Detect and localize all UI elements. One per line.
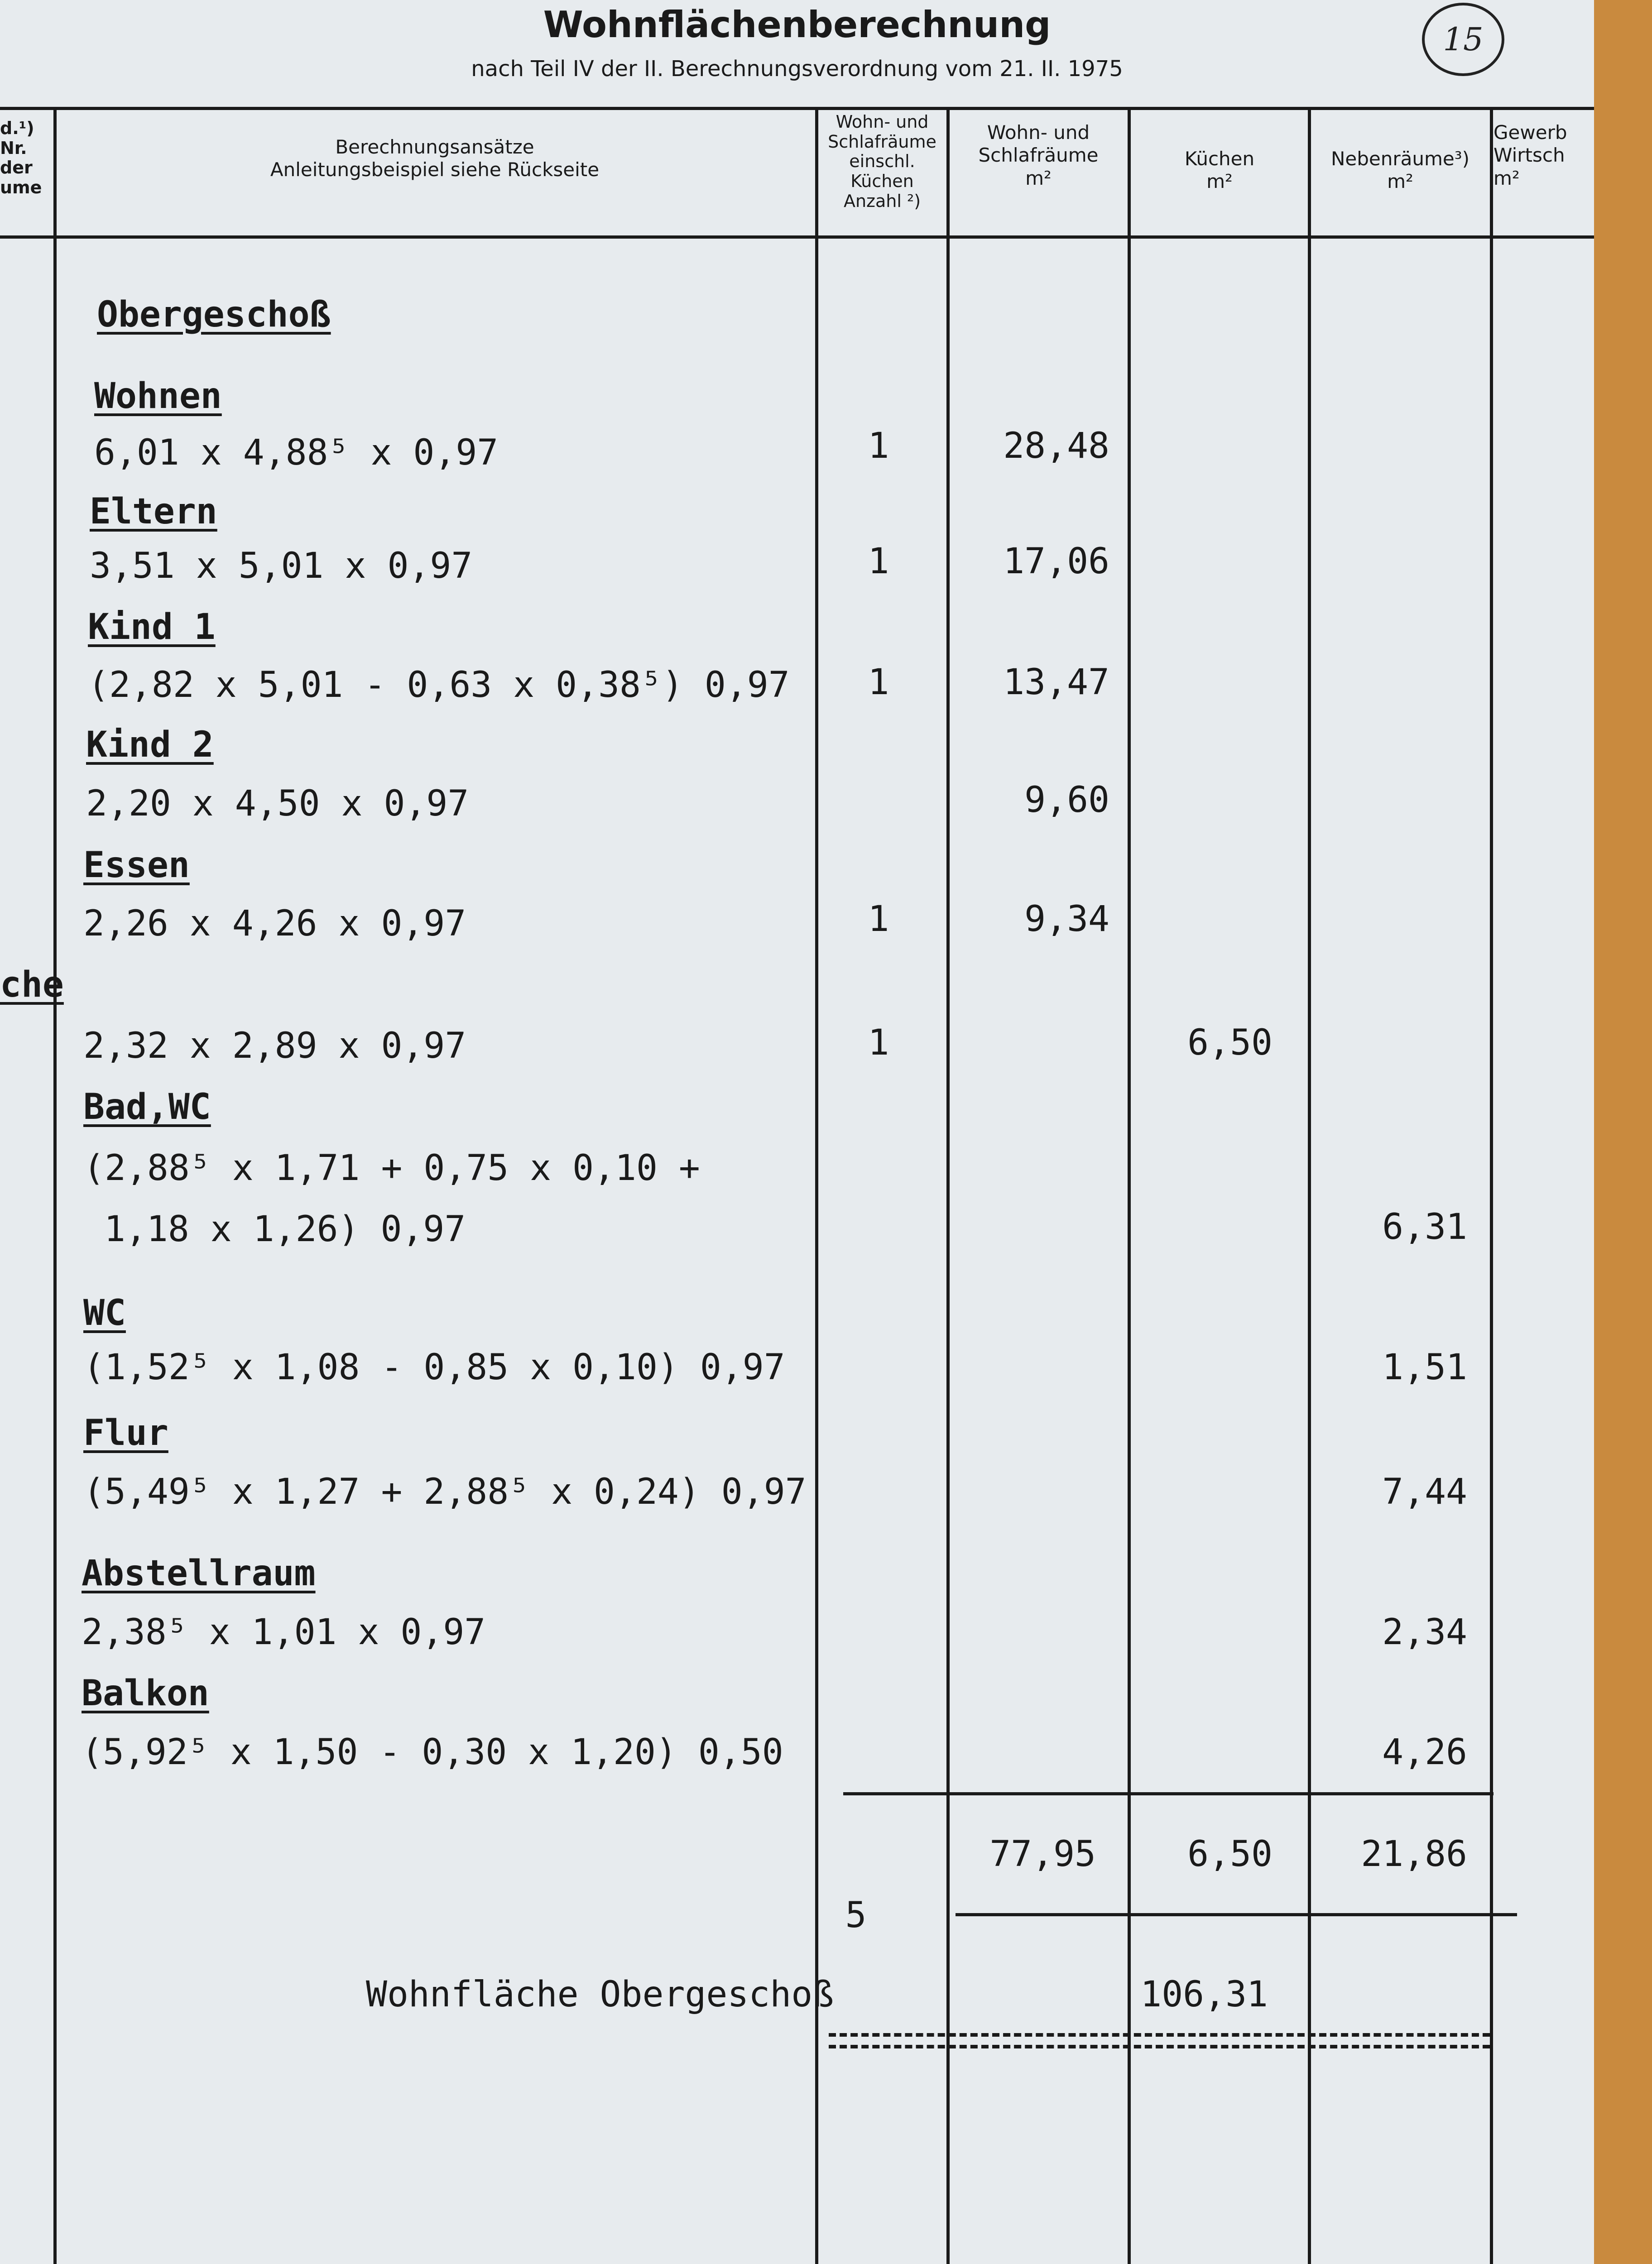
room-label-essen: Essen bbox=[83, 845, 190, 886]
total-side-rooms-area: 21,86 bbox=[1361, 1834, 1467, 1875]
room-area-kind-1: 13,47 bbox=[1003, 662, 1109, 703]
room-count-kueche: 1 bbox=[868, 1022, 889, 1063]
column-divider-0 bbox=[53, 107, 57, 2264]
room-label-eltern: Eltern bbox=[90, 491, 217, 532]
room-area-flur: 7,44 bbox=[1382, 1472, 1467, 1512]
room-formula-flur: (5,49⁵ x 1,27 + 2,88⁵ x 0,24) 0,97 bbox=[83, 1472, 807, 1512]
header-col-living-area: Wohn- und Schlafräume m² bbox=[978, 121, 1099, 189]
summary-label: Wohnfläche Obergeschoß bbox=[366, 1974, 834, 2015]
column-divider-4 bbox=[1308, 107, 1311, 2264]
room-area-abstellraum: 2,34 bbox=[1382, 1612, 1467, 1653]
room-label-bad-wc: Bad,WC bbox=[83, 1087, 211, 1127]
total-living-area: 77,95 bbox=[989, 1834, 1096, 1875]
room-formula-abstellraum: 2,38⁵ x 1,01 x 0,97 bbox=[82, 1612, 486, 1653]
totals-top-line bbox=[843, 1792, 1494, 1795]
room-area-kueche: 6,50 bbox=[1187, 1022, 1273, 1063]
room-label-kind-1: Kind 1 bbox=[88, 607, 216, 648]
room-label-abstellraum: Abstellraum bbox=[82, 1553, 316, 1594]
room-formula-wc: (1,52⁵ x 1,08 - 0,85 x 0,10) 0,97 bbox=[83, 1347, 785, 1388]
page-number-circled: 15 bbox=[1422, 3, 1504, 76]
header-col-kitchen: Küchen m² bbox=[1184, 148, 1255, 193]
room-formula-kueche: 2,32 x 2,89 x 0,97 bbox=[83, 1026, 466, 1066]
document-title: Wohnflächenberechnung bbox=[543, 4, 1051, 46]
column-divider-2 bbox=[946, 107, 950, 2264]
room-area-essen: 9,34 bbox=[1024, 899, 1109, 940]
header-bottom-line bbox=[0, 235, 1594, 239]
header-col-side-rooms: Nebenräume³) m² bbox=[1331, 148, 1470, 193]
room-area-eltern: 17,06 bbox=[1003, 541, 1109, 582]
room-formula-bad-wc-cont: 1,18 x 1,26) 0,97 bbox=[104, 1209, 466, 1250]
room-formula-bad-wc: (2,88⁵ x 1,71 + 0,75 x 0,10 + bbox=[83, 1148, 700, 1189]
header-col-commercial: Gewerb Wirtsch m² bbox=[1494, 121, 1567, 189]
room-area-wc: 1,51 bbox=[1382, 1347, 1467, 1388]
column-divider-3 bbox=[1128, 107, 1131, 2264]
totals-bottom-line bbox=[956, 1913, 1517, 1916]
room-formula-eltern: 3,51 x 5,01 x 0,97 bbox=[90, 546, 473, 586]
total-room-count: 5 bbox=[845, 1895, 867, 1936]
column-divider-5 bbox=[1490, 107, 1493, 2264]
room-formula-kind-2: 2,20 x 4,50 x 0,97 bbox=[86, 783, 469, 824]
room-label-balkon: Balkon bbox=[82, 1673, 209, 1714]
room-label-kind-2: Kind 2 bbox=[86, 724, 214, 765]
column-divider-1 bbox=[815, 107, 818, 2264]
room-count-kind-1: 1 bbox=[868, 662, 889, 703]
header-col-calculation: Berechnungsansätze Anleitungsbeispiel siehe Rückseite bbox=[270, 136, 600, 181]
room-label-flur: Flur bbox=[83, 1413, 168, 1453]
room-area-bad-wc: 6,31 bbox=[1382, 1207, 1467, 1247]
room-area-wohnen: 28,48 bbox=[1003, 426, 1109, 466]
header-col-room-count: Wohn- und Schlafräume einschl. Küchen Anzahl ²) bbox=[828, 112, 936, 211]
summary-value: 106,31 bbox=[1140, 1974, 1268, 2015]
room-formula-balkon: (5,92⁵ x 1,50 - 0,30 x 1,20) 0,50 bbox=[82, 1732, 783, 1773]
room-count-wohnen: 1 bbox=[868, 426, 889, 466]
margin-label: che bbox=[0, 964, 64, 1005]
header-col-number: d.¹) Nr. der ume bbox=[0, 118, 42, 198]
table-top-line bbox=[0, 107, 1594, 110]
room-area-balkon: 4,26 bbox=[1382, 1732, 1467, 1773]
document-subtitle: nach Teil IV der II. Berechnungsverordnung vom 21. II. 1975 bbox=[471, 56, 1123, 82]
room-area-kind-2: 9,60 bbox=[1024, 780, 1109, 820]
room-label-wohnen: Wohnen bbox=[94, 376, 222, 417]
room-formula-essen: 2,26 x 4,26 x 0,97 bbox=[83, 903, 466, 944]
room-count-eltern: 1 bbox=[868, 541, 889, 582]
total-kitchen-area: 6,50 bbox=[1187, 1834, 1273, 1875]
summary-double-dashed-line bbox=[829, 2033, 1490, 2048]
room-formula-wohnen: 6,01 x 4,88⁵ x 0,97 bbox=[94, 432, 499, 473]
room-formula-kind-1: (2,82 x 5,01 - 0,63 x 0,38⁵) 0,97 bbox=[88, 665, 790, 705]
section-title: Obergeschoß bbox=[97, 294, 331, 335]
room-count-essen: 1 bbox=[868, 899, 889, 940]
room-label-wc: WC bbox=[83, 1293, 126, 1333]
